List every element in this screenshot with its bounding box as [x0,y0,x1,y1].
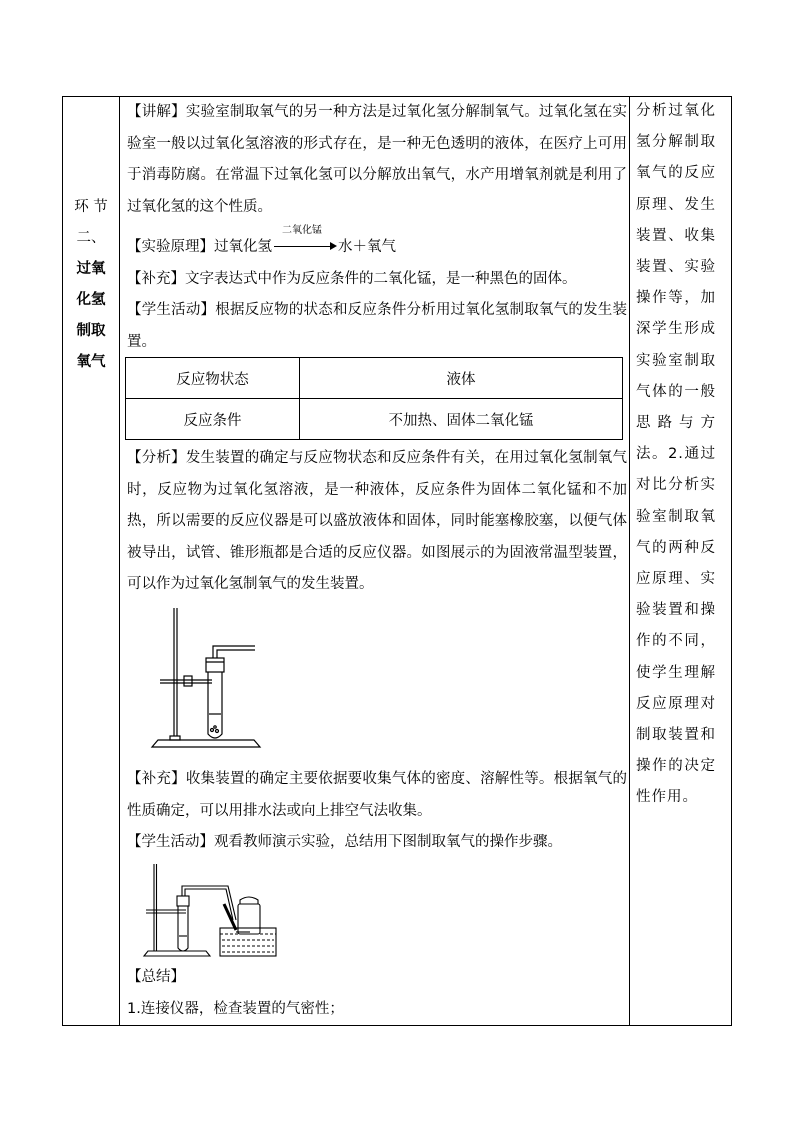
principle-label: 【实验原理】 [127,239,214,255]
reaction-table [125,357,623,440]
column-divider-left [119,96,120,1026]
column-divider-right [629,96,630,1026]
supplement-1: 【补充】文字表达式中作为反应条件的二氧化锰，是一种黑色的固体。 [127,271,577,287]
supplement-2: 【补充】收集装置的确定主要依据要收集气体的密度、溶解性等。根据氧气的性质确定，可以用排水法或向上排空气法收集。 [127,771,627,819]
principle-product: 水＋氧气 [338,239,396,255]
section-label-line: 制取 [76,323,106,339]
generator-apparatus-figure [150,606,265,756]
table-cell: 液体 [300,358,623,399]
section-label-line: 过氧 [76,261,106,277]
reaction-arrow [272,225,338,254]
section-label [66,192,116,378]
student-activity-2: 【学生活动】观看教师演示实验，总结用下图制取氧气的操作步骤。 [127,834,562,850]
section-label-line: 二、 [76,230,106,246]
table-cell: 不加热、固体二氧化锰 [300,399,623,440]
student-activity-1: 【学生活动】根据反应物的状态和反应条件分析用过氧化氢制取氧气的发生装置。 [127,302,627,350]
reaction-condition: 二氧化锰 [282,225,322,236]
table-row [126,358,623,399]
collection-apparatus-figure [140,862,280,962]
table-cell: 反应条件 [126,399,300,440]
explain-paragraph: 【讲解】实验室制取氧气的另一种方法是过氧化氢分解制氧气。过氧化氢在实验室一般以过氧化氢溶液的形式存在，是一种无色透明的液体，在医疗上可用于消毒防腐。在常温下过氧化氢可以分解放出氧气，水产用增氧剂就是利用了过氧化氢的这个性质。 [127,104,627,215]
principle-paragraph [127,225,627,264]
summary-step-1: 1.连接仪器，检查装置的气密性； [127,1001,344,1017]
section-label-line: 化氢 [76,292,106,308]
section-label-line: 环 节 [74,199,108,215]
principle-reactant: 过氧化氢 [214,239,272,255]
analysis-paragraph: 【分析】发生装置的确定与反应物状态和反应条件有关，在用过氧化氢制氧气时，反应物为过氧化氢溶液，是一种液体，反应条件为固体二氧化锰和不加热，所以需要的反应仪器是可以盛放液体和固体，同时能塞橡胶塞，以便气体被导出，试管、锥形瓶都是合适的反应仪器。如图展示的为固液常温型装置，可以作为过氧化氢制氧气的发生装置。 [127,450,627,592]
table-cell: 反应物状态 [126,358,300,399]
summary-title: 【总结】 [127,969,185,985]
table-row [126,399,623,440]
section-label-line: 氧气 [76,354,106,370]
design-intent-text: 分析过氧化氢分解制取氧气的反应原理、发生装置、收集装置、实验操作等，加深学生形成实验室制取气体的一般思路与方法。2.通过对比分析实验室制取氧气的两种反应原理、实验装置和操作的不同，使学生理解反应原理对制取装置和操作的决定性作用。 [636,103,716,806]
